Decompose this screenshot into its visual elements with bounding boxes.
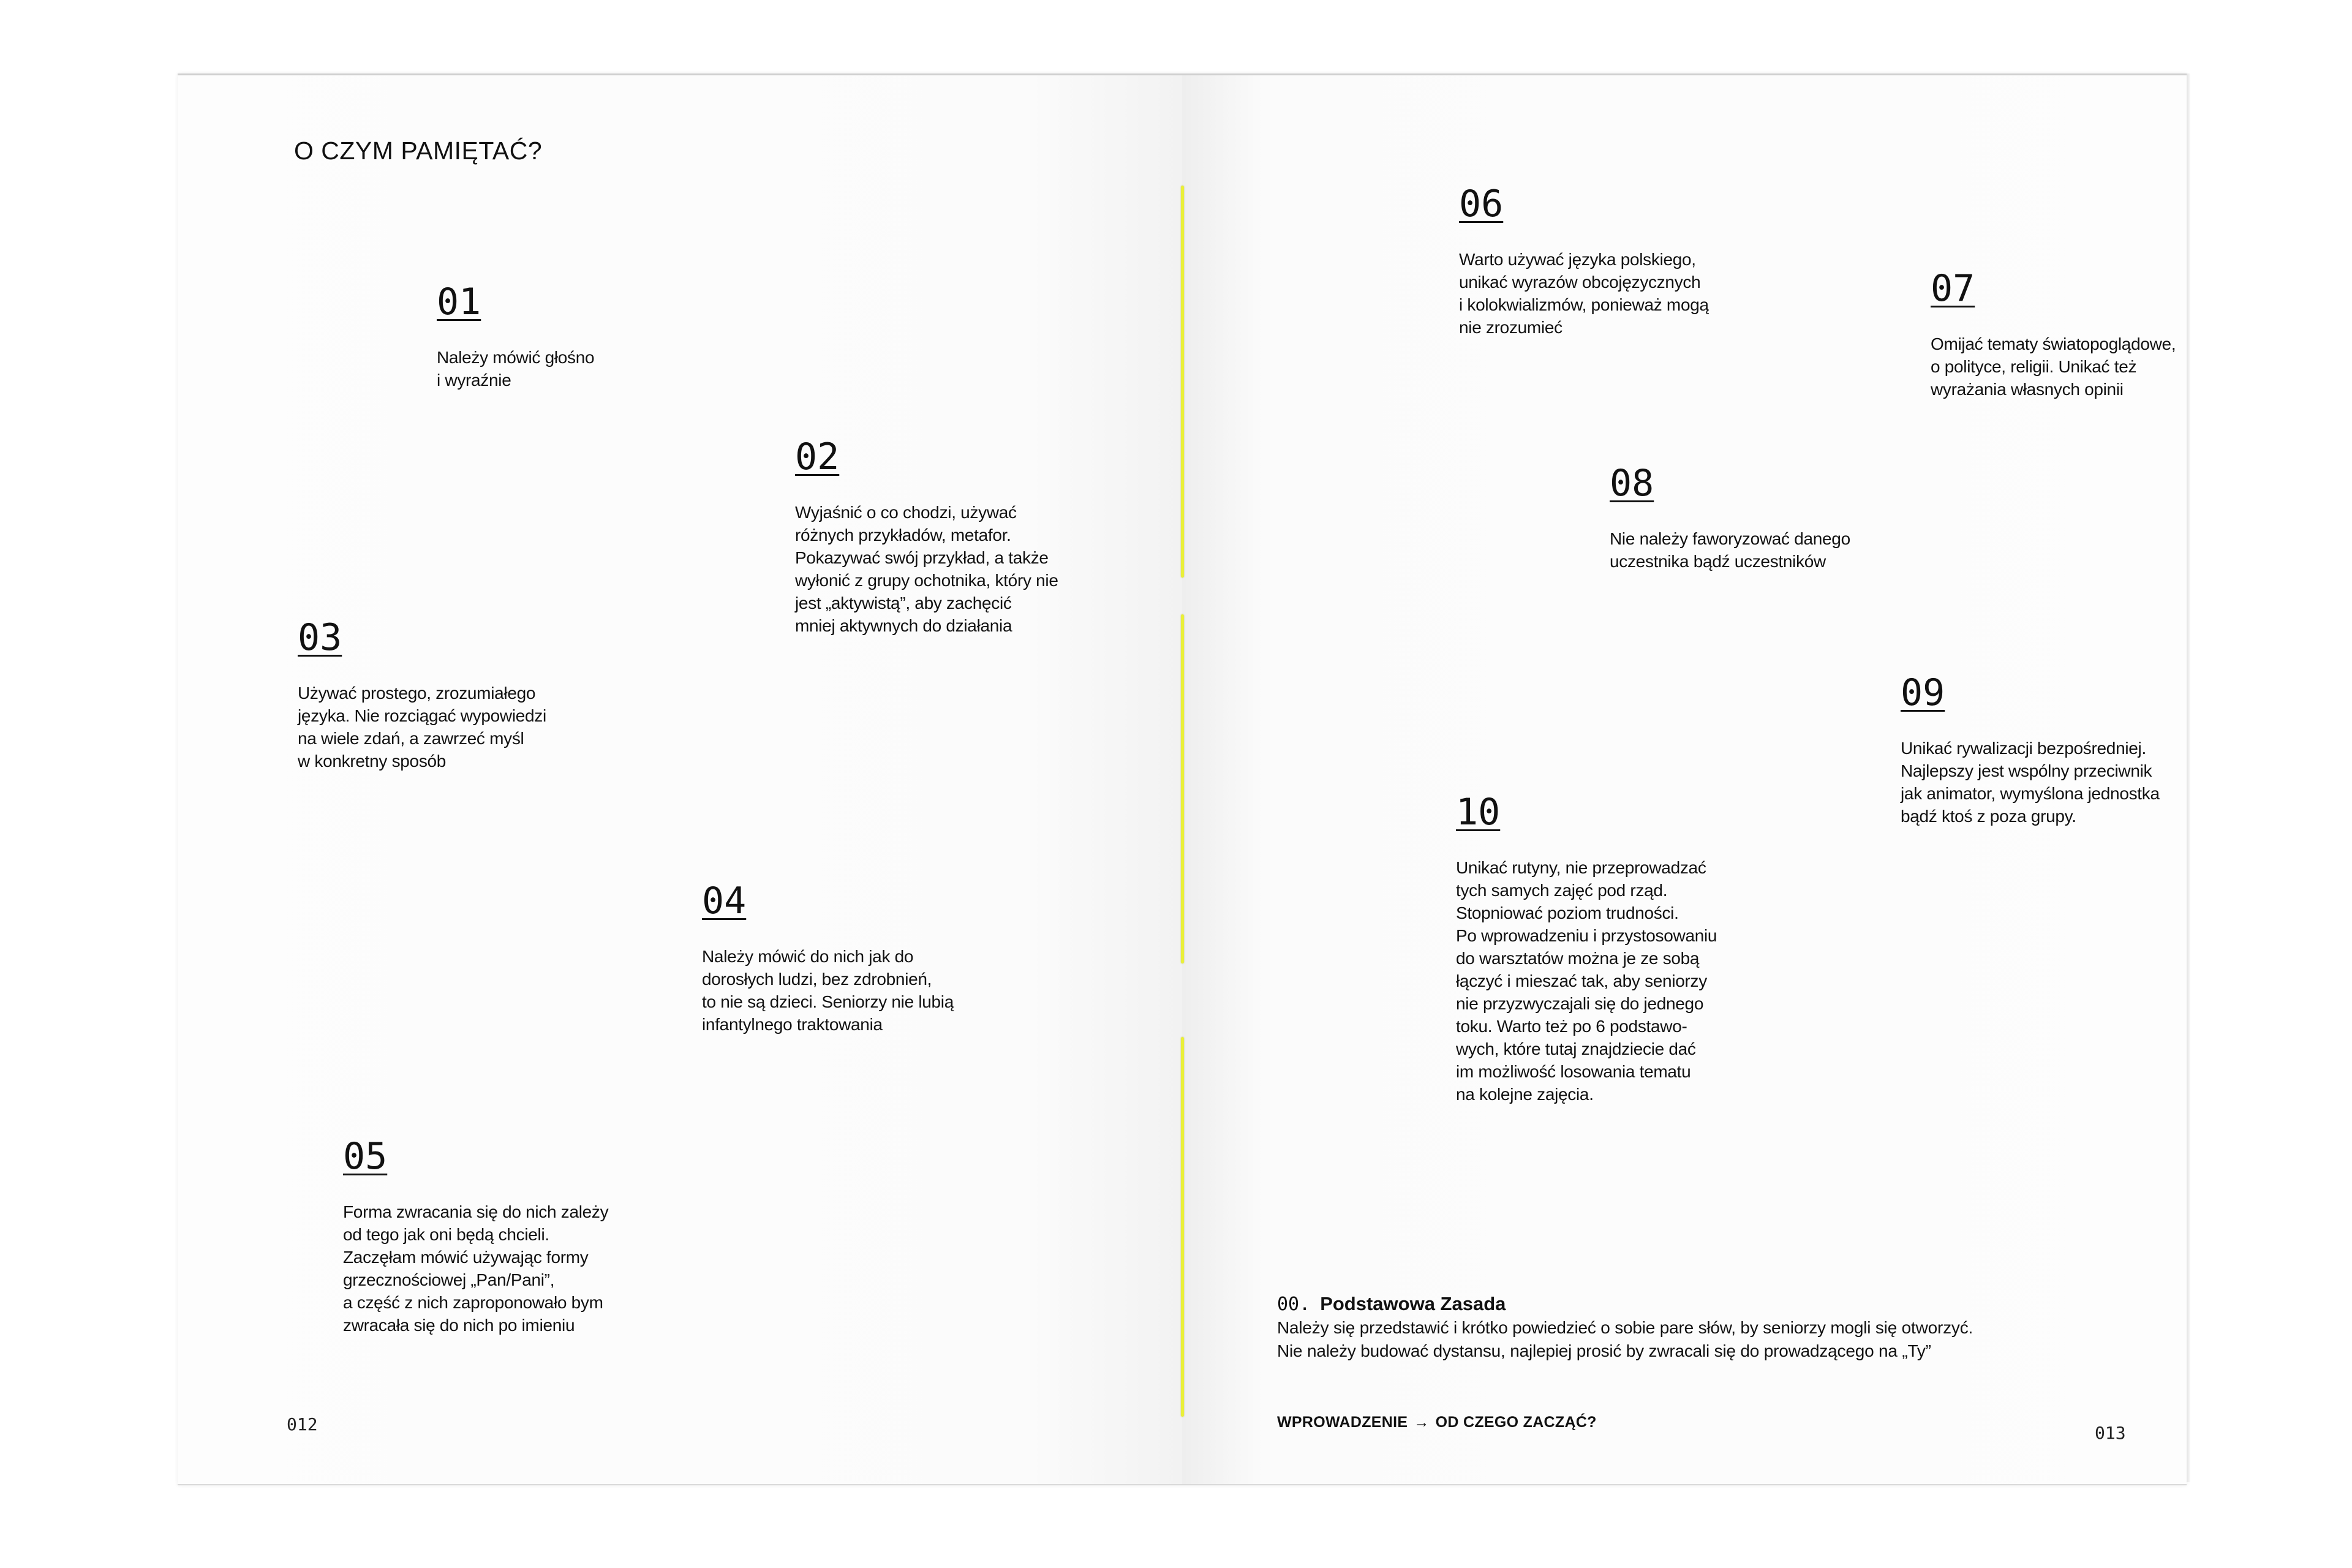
basic-rule-text: Należy się przedstawić i krótko powiedzieć o sobie pare słów, by seniorzy mogli się otworzyć. Nie należy budować dystansu, najlepiej prosić by zwracali się do prowadzącego na „Ty” <box>1277 1318 1973 1360</box>
tip-text: Wyjaśnić o co chodzi, używać różnych przykładów, metafor. Pokazywać swój przykład, a także wyłonić z grupy ochotnika, który nie jest „aktywistą”, aby zachęcić mniej aktywnych do działania <box>795 503 1058 635</box>
binding-gutter <box>1179 75 1186 1484</box>
tip-text: Unikać rywalizacji bezpośredniej. Najlepszy jest wspólny przeciwnik jak animator, wymyślona jednostka bądź ktoś z poza grupy. <box>1901 739 2160 826</box>
tip-text: Warto używać języka polskiego, unikać wyrazów obcojęzycznych i kolokwializmów, ponieważ mogą nie zrozumieć <box>1459 250 1709 337</box>
tip-item-04 <box>702 880 954 1036</box>
basic-rule-title: Podstawowa Zasada <box>1320 1293 1506 1314</box>
basic-rule-heading <box>1277 1292 2135 1316</box>
left-page <box>178 75 1182 1484</box>
tip-item-03 <box>298 616 546 772</box>
tip-text: Używać prostego, zrozumiałego języka. Nie rozciągać wypowiedzi na wiele zdań, a zawrzeć myśl w konkretny sposób <box>298 684 546 771</box>
tip-text: Omijać tematy światopoglądowe, o polityce, religii. Unikać też wyrażania własnych opinii <box>1931 334 2176 399</box>
breadcrumb-subsection: OD CZEGO ZACZĄĆ? <box>1435 1414 1597 1431</box>
tip-number: 05 <box>343 1135 388 1178</box>
binding-thread <box>1181 186 1184 578</box>
tip-item-10 <box>1456 791 1717 1106</box>
tip-number: 08 <box>1610 462 1654 505</box>
basic-rule-number: 00. <box>1277 1294 1311 1315</box>
arrow-right-icon: → <box>1414 1414 1430 1431</box>
page-number-left: 012 <box>287 1414 318 1434</box>
tip-number: 02 <box>795 435 840 478</box>
binding-thread <box>1181 614 1184 963</box>
tip-item-05 <box>343 1135 609 1336</box>
tip-number: 03 <box>298 616 342 659</box>
right-page <box>1182 75 2187 1484</box>
page-edge <box>2187 74 2190 1482</box>
tip-text: Nie należy faworyzować danego uczestnika bądź uczestników <box>1610 529 1850 571</box>
breadcrumb <box>1277 1414 1597 1431</box>
page-title: O CZYM PAMIĘTAĆ? <box>294 137 543 165</box>
tip-text: Forma zwracania się do nich zależy od tego jak oni będą chcieli. Zaczęłam mówić używając formy grzecznościowej „Pan/Pani”, a część z nich zaproponowało bym zwracała się do nich po imieniu <box>343 1202 609 1335</box>
binding-thread <box>1181 1037 1184 1417</box>
tip-item-07 <box>1931 267 2176 401</box>
tip-item-08 <box>1610 462 1850 573</box>
basic-rule <box>1277 1292 2135 1363</box>
tip-number: 06 <box>1459 183 1504 225</box>
tip-item-01 <box>437 281 595 391</box>
page-number-right: 013 <box>2095 1423 2126 1443</box>
tip-text: Należy mówić do nich jak do dorosłych ludzi, bez zdrobnień, to nie są dzieci. Seniorzy nie lubią infantylnego traktowania <box>702 947 954 1034</box>
tip-number: 10 <box>1456 791 1501 834</box>
tip-number: 01 <box>437 281 481 323</box>
tip-item-09 <box>1901 671 2160 827</box>
tip-number: 04 <box>702 880 747 922</box>
tip-number: 09 <box>1901 671 1945 714</box>
tip-text: Należy mówić głośno i wyraźnie <box>437 348 595 390</box>
tip-item-02 <box>795 435 1058 637</box>
tip-text: Unikać rutyny, nie przeprowadzać tych samych zajęć pod rząd. Stopniować poziom trudności. Po wprowadzeniu i przystosowaniu do warsztatów można je ze sobą łączyć i mieszać tak, aby seniorzy nie przyzwyczajali się do jednego toku. Warto też po 6 podstawo- wych, które tutaj znajdziecie dać im możliwość losowania tematu na kolejne zajęcia. <box>1456 858 1717 1104</box>
breadcrumb-section: WPROWADZENIE <box>1277 1414 1408 1431</box>
tip-number: 07 <box>1931 267 1975 310</box>
book-spread <box>178 74 2187 1485</box>
tip-item-06 <box>1459 183 1709 339</box>
